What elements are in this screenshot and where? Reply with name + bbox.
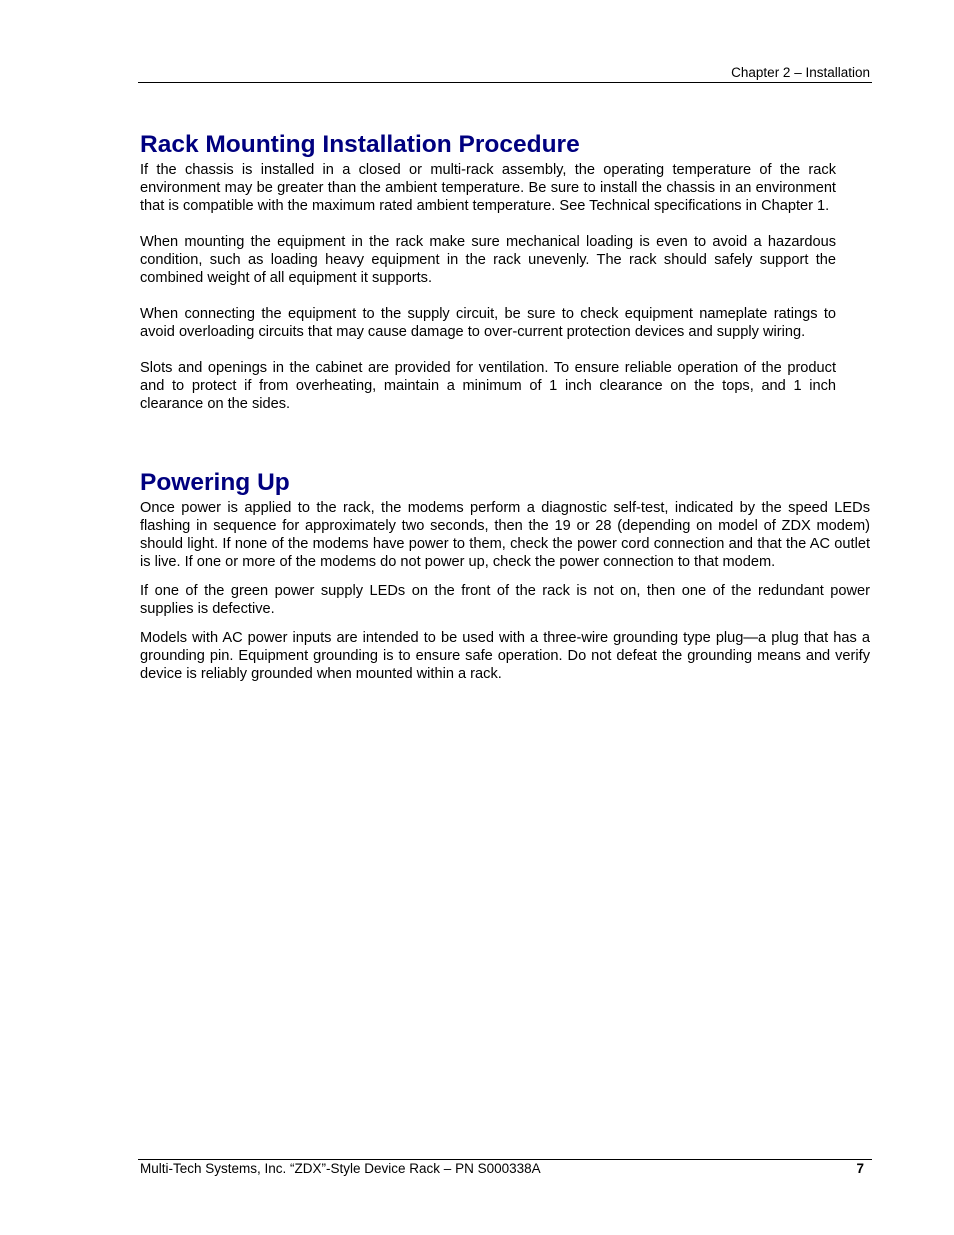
paragraph: When mounting the equipment in the rack make sure mechanical loading is even to avoid a hazardous condition, such as loading heavy equipment in the rack unevenly. The rack should safely support the combined weight of all equipment it supports. <box>140 234 836 286</box>
page-number: 7 <box>856 1161 864 1176</box>
paragraph: Models with AC power inputs are intended to be used with a three-wire grounding type plug—a plug that has a grounding pin. Equipment grounding is to ensure safe operation. Do not defeat the grounding means and verify device is reliably grounded when mounted within a rack. <box>140 630 870 682</box>
paragraph: If the chassis is installed in a closed or multi-rack assembly, the operating temperature of the rack environment may be greater than the ambient temperature. Be sure to install the chassis in an environment that is compatible with the maximum rated ambient temperature. See Technical specifications in Chapter 1. <box>140 162 836 214</box>
footer-document-title: Multi-Tech Systems, Inc. “ZDX”-Style Device Rack – PN S000338A <box>140 1161 541 1176</box>
paragraph: Once power is applied to the rack, the modems perform a diagnostic self-test, indicated by the speed LEDs flashing in sequence for approximately two seconds, then the 19 or 28 (depending on model of ZDX modem) should light. If none of the modems have power to them, check the power cord connection and that the AC outlet is live. If one or more of the modems do not power up, check the power connection to that modem. <box>140 500 870 570</box>
header-divider <box>138 82 872 83</box>
chapter-label: Chapter 2 – Installation <box>731 65 870 80</box>
footer-divider <box>138 1159 872 1160</box>
section-powering-up <box>140 467 870 694</box>
paragraph: When connecting the equipment to the supply circuit, be sure to check equipment nameplate ratings to avoid overloading circuits that may cause damage to over-current protection devices and supply wiring. <box>140 306 836 340</box>
section-title: Rack Mounting Installation Procedure <box>140 131 580 158</box>
paragraph: Slots and openings in the cabinet are provided for ventilation. To ensure reliable operation of the product and to protect if from overheating, maintain a minimum of 1 inch clearance on the tops, and 1 inch clearance on the sides. <box>140 360 836 412</box>
section-rack-mounting <box>140 129 836 431</box>
paragraph: If one of the green power supply LEDs on the front of the rack is not on, then one of the redundant power supplies is defective. <box>140 583 870 617</box>
section-title: Powering Up <box>140 469 290 496</box>
